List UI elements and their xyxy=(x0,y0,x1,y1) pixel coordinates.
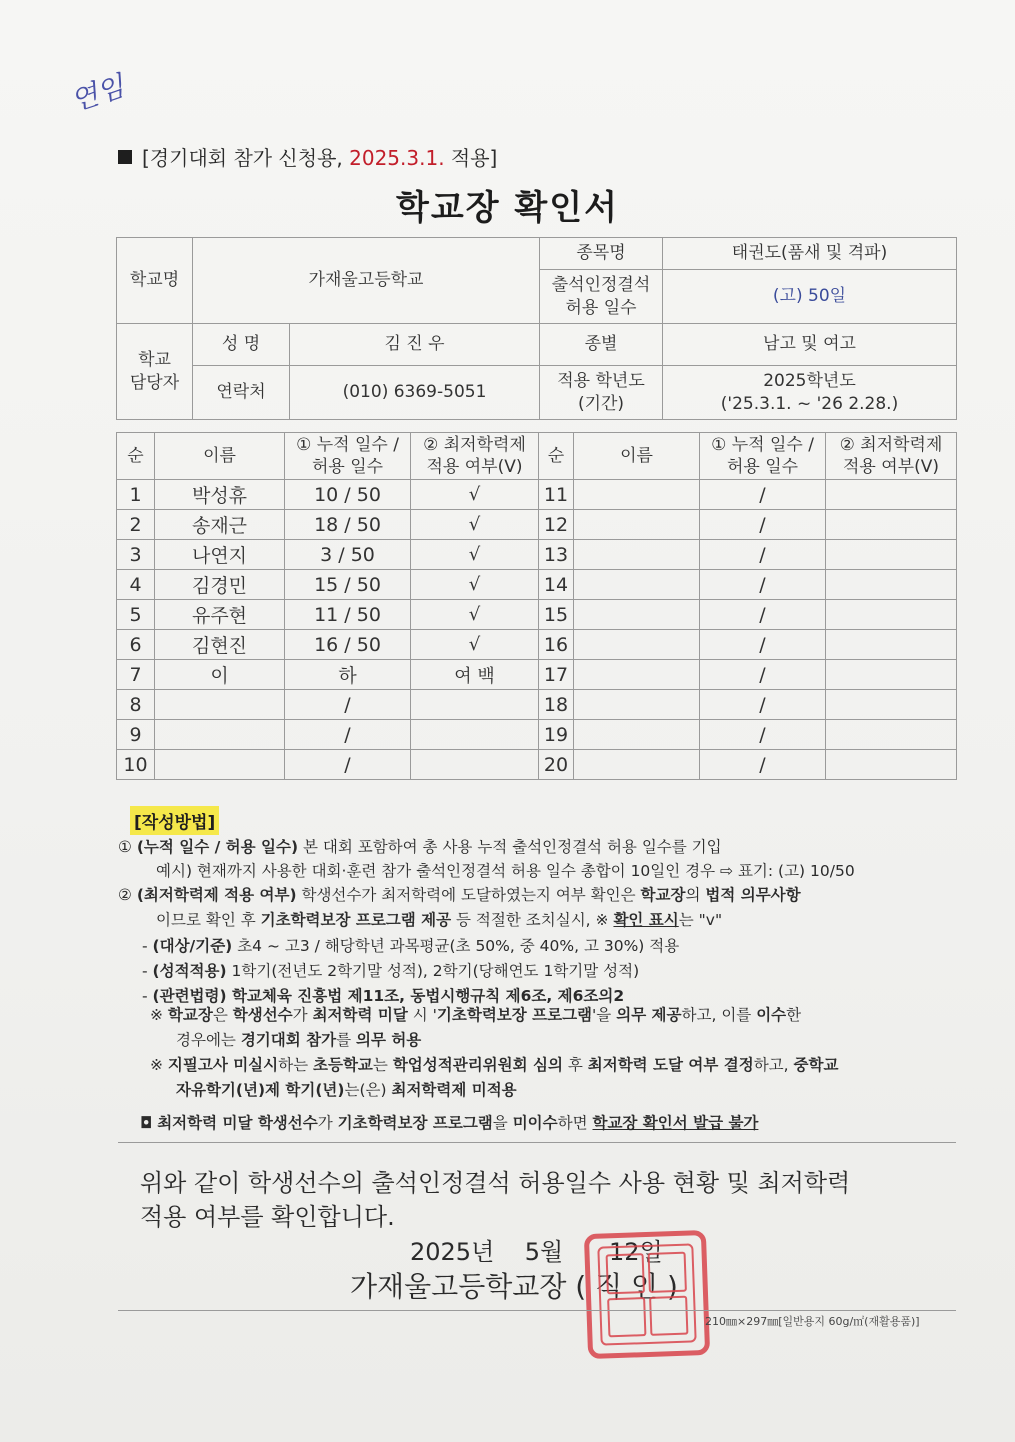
row-check xyxy=(411,690,539,720)
method-line: - (대상/기준) 초4 ~ 고3 / 해당학년 과목평균(초 50%, 중 40%, 고 30%) 적용 xyxy=(142,937,680,955)
date-month: 5월 xyxy=(524,1238,564,1266)
row-no: 2 xyxy=(117,510,155,540)
gender-label: 종별 xyxy=(540,324,663,366)
row-name xyxy=(574,690,700,720)
row-name xyxy=(155,690,285,720)
confirm-line-1: 위와 같이 학생선수의 출석인정결석 허용일수 사용 현황 및 최저학력 xyxy=(140,1169,851,1197)
row-name: 송재근 xyxy=(155,510,285,540)
row-days: / xyxy=(700,510,826,540)
row-days: / xyxy=(700,630,826,660)
row-no: 14 xyxy=(539,570,574,600)
row-no: 13 xyxy=(539,540,574,570)
row-check xyxy=(826,540,957,570)
row-days: 하 xyxy=(285,660,411,690)
document-title: 학교장 확인서 xyxy=(396,188,619,228)
divider xyxy=(118,1142,956,1143)
subtitle-prefix: [경기대회 참가 신청용, xyxy=(142,146,350,170)
gender-value: 남고 및 여고 xyxy=(663,324,957,366)
row-name xyxy=(574,600,700,630)
row-check: √ xyxy=(411,600,539,630)
header-min: ② 최저학력제 적용 여부(V) xyxy=(411,433,539,480)
header-min: ② 최저학력제 적용 여부(V) xyxy=(826,433,957,480)
row-name: 박성휴 xyxy=(155,480,285,510)
method-line: ※ 지필고사 미실시하는 초등학교는 학업성적관리위원회 심의 후 최저학력 도달 여부 결정하고, 중학교 xyxy=(150,1056,839,1074)
row-days: 18 / 50 xyxy=(285,510,411,540)
row-days: / xyxy=(285,720,411,750)
row-check: 여 백 xyxy=(411,660,539,690)
date-day: 12일 xyxy=(609,1238,663,1266)
roster-body xyxy=(117,480,957,780)
row-days: / xyxy=(700,540,826,570)
row-name xyxy=(574,480,700,510)
row-days: / xyxy=(285,750,411,780)
method-line: ② (최저학력제 적용 여부) 학생선수가 최저학력에 도달하였는지 여부 확인은 학교장의 법적 의무사항 xyxy=(118,886,801,904)
row-check xyxy=(826,630,957,660)
row-check xyxy=(826,750,957,780)
row-days: / xyxy=(285,690,411,720)
row-no: 1 xyxy=(117,480,155,510)
roster-row xyxy=(117,660,957,690)
row-no: 11 xyxy=(539,480,574,510)
row-days: 10 / 50 xyxy=(285,480,411,510)
confirm-line-2: 적용 여부를 확인합니다. xyxy=(140,1203,395,1231)
row-days: / xyxy=(700,750,826,780)
subtitle-date: 2025.3.1. xyxy=(349,146,445,170)
roster-row xyxy=(117,480,957,510)
method-line: - (관련법령) 학교체육 진흥법 제11조, 동법시행규칙 제6조, 제6조의2 xyxy=(142,987,625,1005)
method-line: ※ 학교장은 학생선수가 최저학력 미달 시 '기초학력보장 프로그램'을 의무 제공하고, 이를 이수한 xyxy=(150,1006,802,1024)
roster-row xyxy=(117,570,957,600)
row-name: 나연지 xyxy=(155,540,285,570)
method-line: 이므로 확인 후 기초학력보장 프로그램 제공 등 적절한 조치실시, ※ 확인 표시는 "v" xyxy=(156,911,723,929)
row-check: √ xyxy=(411,480,539,510)
row-check xyxy=(826,600,957,630)
header-no: 순 xyxy=(117,433,155,480)
absence-value: (고) 50일 xyxy=(663,270,957,324)
subtitle-suffix: 적용] xyxy=(444,146,498,170)
row-days: / xyxy=(700,660,826,690)
row-check: √ xyxy=(411,510,539,540)
method-line: ① (누적 일수 / 허용 일수) 본 대회 포함하여 총 사용 누적 출석인정결석 허용 일수를 기입 xyxy=(118,838,722,856)
row-name xyxy=(574,540,700,570)
roster-row xyxy=(117,600,957,630)
square-bullet-icon xyxy=(118,150,132,164)
row-check xyxy=(826,480,957,510)
row-days: / xyxy=(700,600,826,630)
contact-value: (010) 6369-5051 xyxy=(290,366,540,420)
handwritten-note: 연임 xyxy=(66,69,129,118)
contact-label: 연락처 xyxy=(193,366,290,420)
row-name: 김경민 xyxy=(155,570,285,600)
row-check xyxy=(411,750,539,780)
row-days: / xyxy=(700,570,826,600)
row-name xyxy=(574,720,700,750)
roster-row xyxy=(117,690,957,720)
row-no: 7 xyxy=(117,660,155,690)
row-check xyxy=(826,690,957,720)
method-line: - (성적적용) 1학기(전년도 2학기말 성적), 2학기(당해연도 1학기말 성적) xyxy=(142,962,640,980)
form-subtitle xyxy=(118,142,497,171)
header-no: 순 xyxy=(539,433,574,480)
row-no: 20 xyxy=(539,750,574,780)
row-no: 15 xyxy=(539,600,574,630)
year-value: 2025학년도 ('25.3.1. ~ '26 2.28.) xyxy=(663,366,957,420)
row-no: 4 xyxy=(117,570,155,600)
row-days: / xyxy=(700,690,826,720)
paper-info: 210㎜×297㎜[일반용지 60g/㎡(재활용품)] xyxy=(705,1315,920,1328)
roster-row xyxy=(117,540,957,570)
header-name: 이름 xyxy=(155,433,285,480)
method-line: 자유학기(년)제 학기(년)는(은) 최저학력제 미적용 xyxy=(176,1081,517,1099)
roster-row xyxy=(117,510,957,540)
header-name: 이름 xyxy=(574,433,700,480)
manager-label: 학교 담당자 xyxy=(117,324,193,420)
row-name xyxy=(155,720,285,750)
row-no: 19 xyxy=(539,720,574,750)
row-check xyxy=(411,720,539,750)
roster-row xyxy=(117,630,957,660)
row-name xyxy=(574,660,700,690)
header-days: ① 누적 일수 / 허용 일수 xyxy=(700,433,826,480)
row-days: 16 / 50 xyxy=(285,630,411,660)
name-value: 김 진 우 xyxy=(290,324,540,366)
seal-inner xyxy=(597,1243,696,1345)
official-seal-stamp xyxy=(584,1230,710,1359)
row-days: / xyxy=(700,480,826,510)
row-days: 3 / 50 xyxy=(285,540,411,570)
row-check: √ xyxy=(411,570,539,600)
method-title: [작성방법] xyxy=(130,806,219,835)
row-no: 8 xyxy=(117,690,155,720)
row-name xyxy=(574,750,700,780)
event-label: 종목명 xyxy=(540,238,663,270)
school-value: 가재울고등학교 xyxy=(193,238,540,324)
row-no: 9 xyxy=(117,720,155,750)
method-line: ◘ 최저학력 미달 학생선수가 기초학력보장 프로그램을 미이수하면 학교장 확인서 발급 불가 xyxy=(140,1114,759,1132)
signer: 가재울고등학교장 ( 직 인 ) xyxy=(350,1270,678,1303)
roster-row xyxy=(117,750,957,780)
row-days: 15 / 50 xyxy=(285,570,411,600)
row-no: 5 xyxy=(117,600,155,630)
date-year: 2025년 xyxy=(410,1238,495,1266)
row-name xyxy=(574,570,700,600)
row-no: 18 xyxy=(539,690,574,720)
row-days: 11 / 50 xyxy=(285,600,411,630)
row-no: 16 xyxy=(539,630,574,660)
row-name xyxy=(574,630,700,660)
row-check xyxy=(826,660,957,690)
row-no: 3 xyxy=(117,540,155,570)
roster-row xyxy=(117,720,957,750)
event-value: 태권도(품새 및 격파) xyxy=(663,238,957,270)
school-label: 학교명 xyxy=(117,238,193,324)
row-check xyxy=(826,510,957,540)
row-check: √ xyxy=(411,540,539,570)
row-name: 김현진 xyxy=(155,630,285,660)
name-label: 성 명 xyxy=(193,324,290,366)
row-name: 유주현 xyxy=(155,600,285,630)
info-table xyxy=(116,237,957,420)
roster-table xyxy=(116,432,957,780)
absence-label: 출석인정결석 허용 일수 xyxy=(540,270,663,324)
row-no: 12 xyxy=(539,510,574,540)
header-days: ① 누적 일수 / 허용 일수 xyxy=(285,433,411,480)
year-label: 적용 학년도 (기간) xyxy=(540,366,663,420)
row-name: 이 xyxy=(155,660,285,690)
row-no: 6 xyxy=(117,630,155,660)
divider xyxy=(118,1310,956,1311)
row-check: √ xyxy=(411,630,539,660)
row-no: 10 xyxy=(117,750,155,780)
row-name xyxy=(155,750,285,780)
row-name xyxy=(574,510,700,540)
row-check xyxy=(826,720,957,750)
method-line: 경우에는 경기대회 참가를 의무 허용 xyxy=(176,1031,422,1049)
roster-header-row xyxy=(117,433,957,480)
row-check xyxy=(826,570,957,600)
row-no: 17 xyxy=(539,660,574,690)
method-line: 예시) 현재까지 사용한 대회·훈련 참가 출석인정결석 허용 일수 총합이 10일인 경우 ⇨ 표기: (고) 10/50 xyxy=(156,862,855,880)
row-days: / xyxy=(700,720,826,750)
